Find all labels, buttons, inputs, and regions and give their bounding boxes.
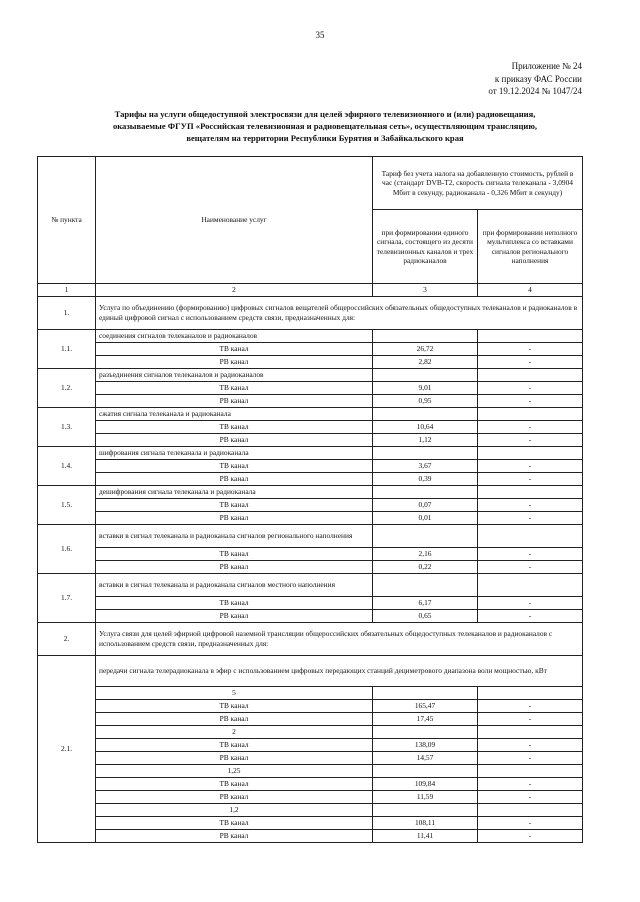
tv-channel-tariff: 3,67 — [373, 460, 478, 473]
tv-channel-tariff-partial: - — [478, 499, 583, 512]
group-row — [38, 525, 583, 548]
radio-channel-row — [38, 356, 583, 369]
tv-channel-tariff: 26,72 — [373, 343, 478, 356]
group-row — [38, 408, 583, 421]
group-blank-col4 — [478, 525, 583, 548]
tv-channel-row — [38, 421, 583, 434]
radio-channel-row — [38, 561, 583, 574]
radio-channel-tariff-partial: - — [478, 356, 583, 369]
radio-channel-label: РВ канал — [96, 830, 373, 843]
radio-channel-tariff: 0,22 — [373, 561, 478, 574]
radio-channel-tariff-partial: - — [478, 473, 583, 486]
page-number: 35 — [315, 30, 325, 40]
tv-channel-label: ТВ канал — [96, 499, 373, 512]
header-tariff: Тариф без учета налога на добавленную стоимость, рублей в час (стандарт DVB-T2, скорость сигнала телеканала - 3,0904 Мбит в секунду, радиоканала - 0,326 Мбит в секунду) — [373, 157, 583, 210]
radio-channel-label: РВ канал — [96, 395, 373, 408]
radio-channel-tariff-partial: - — [478, 434, 583, 447]
tv-channel-tariff-partial: - — [478, 700, 583, 713]
radio-channel-label: РВ канал — [96, 713, 373, 726]
group-num: 1.1. — [38, 330, 96, 369]
radio-channel-label: РВ канал — [96, 356, 373, 369]
tv-channel-tariff-partial: - — [478, 548, 583, 561]
tv-channel-label: ТВ канал — [96, 548, 373, 561]
appendix-reference — [488, 60, 582, 98]
group-num: 1.3. — [38, 408, 96, 447]
tv-channel-label: ТВ канал — [96, 421, 373, 434]
group-blank-col4 — [478, 369, 583, 382]
subsection-2-1-num: 2.1. — [38, 656, 96, 843]
power-blank-col4 — [478, 687, 583, 700]
tv-channel-tariff: 9,01 — [373, 382, 478, 395]
power-blank-col4 — [478, 804, 583, 817]
radio-channel-row — [38, 713, 583, 726]
tv-channel-tariff-partial: - — [478, 739, 583, 752]
group-blank-col3 — [373, 408, 478, 421]
power-blank-col3 — [373, 687, 478, 700]
radio-channel-tariff: 0,65 — [373, 610, 478, 623]
power-value: 2 — [96, 726, 373, 739]
power-blank-col4 — [478, 765, 583, 778]
tv-channel-tariff-partial: - — [478, 817, 583, 830]
tv-channel-row — [38, 460, 583, 473]
group-blank-col3 — [373, 330, 478, 343]
radio-channel-tariff-partial: - — [478, 610, 583, 623]
radio-channel-label: РВ канал — [96, 473, 373, 486]
subsection-2-1-row — [38, 656, 583, 687]
tv-channel-row — [38, 597, 583, 610]
radio-channel-tariff-partial: - — [478, 512, 583, 525]
group-num: 1.6. — [38, 525, 96, 574]
group-name: соединения сигналов телеканалов и радиоканалов — [96, 330, 373, 343]
radio-channel-tariff: 11,41 — [373, 830, 478, 843]
radio-channel-label: РВ канал — [96, 561, 373, 574]
radio-channel-label: РВ канал — [96, 610, 373, 623]
tv-channel-tariff-partial: - — [478, 421, 583, 434]
group-blank-col4 — [478, 408, 583, 421]
group-name: вставки в сигнал телеканала и радиоканала сигналов регионального наполнения — [96, 525, 373, 548]
tv-channel-tariff-partial: - — [478, 778, 583, 791]
radio-channel-tariff-partial: - — [478, 561, 583, 574]
radio-channel-row — [38, 791, 583, 804]
group-name: разъединения сигналов телеканалов и радиоканалов — [96, 369, 373, 382]
radio-channel-tariff-partial: - — [478, 752, 583, 765]
tv-channel-label: ТВ канал — [96, 597, 373, 610]
power-blank-col4 — [478, 726, 583, 739]
power-blank-col3 — [373, 765, 478, 778]
appendix-line-1: Приложение № 24 — [511, 61, 582, 71]
power-value: 1,25 — [96, 765, 373, 778]
radio-channel-tariff: 11,59 — [373, 791, 478, 804]
radio-channel-row — [38, 610, 583, 623]
tv-channel-tariff-partial: - — [478, 460, 583, 473]
group-row — [38, 330, 583, 343]
header-n4: 4 — [478, 284, 583, 297]
tv-channel-tariff: 0,07 — [373, 499, 478, 512]
radio-channel-label: РВ канал — [96, 512, 373, 525]
tv-channel-tariff: 165,47 — [373, 700, 478, 713]
tv-channel-label: ТВ канал — [96, 700, 373, 713]
tv-channel-tariff: 6,17 — [373, 597, 478, 610]
radio-channel-row — [38, 434, 583, 447]
radio-channel-tariff: 0,95 — [373, 395, 478, 408]
radio-channel-tariff: 0,01 — [373, 512, 478, 525]
header-name: Наименование услуг — [96, 157, 373, 284]
power-row — [38, 765, 583, 778]
group-name: шифрования сигнала телеканала и радиоканала — [96, 447, 373, 460]
header-col4: при формировании неполного мультиплекса со вставками сигналов регионального наполнения — [478, 210, 583, 284]
power-row — [38, 726, 583, 739]
tv-channel-label: ТВ канал — [96, 382, 373, 395]
section-1-row — [38, 297, 583, 330]
section-2-num: 2. — [38, 623, 96, 656]
header-n2: 2 — [96, 284, 373, 297]
tv-channel-label: ТВ канал — [96, 739, 373, 752]
tv-channel-tariff: 108,11 — [373, 817, 478, 830]
tv-channel-row — [38, 499, 583, 512]
tv-channel-tariff: 138,09 — [373, 739, 478, 752]
tv-channel-label: ТВ канал — [96, 460, 373, 473]
radio-channel-label: РВ канал — [96, 434, 373, 447]
radio-channel-row — [38, 473, 583, 486]
section-2-row — [38, 623, 583, 656]
header-numbering-row — [38, 284, 583, 297]
group-name: дешифрования сигнала телеканала и радиоканала — [96, 486, 373, 499]
power-value: 1,2 — [96, 804, 373, 817]
group-row — [38, 486, 583, 499]
title-line-3: вещателям на территории Республики Бурятия и Забайкальского края — [186, 133, 464, 143]
radio-channel-tariff: 14,57 — [373, 752, 478, 765]
tv-channel-row — [38, 700, 583, 713]
section-1-num: 1. — [38, 297, 96, 330]
radio-channel-row — [38, 512, 583, 525]
tv-channel-tariff: 109,84 — [373, 778, 478, 791]
tv-channel-label: ТВ канал — [96, 817, 373, 830]
group-blank-col3 — [373, 574, 478, 597]
group-row — [38, 447, 583, 460]
radio-channel-row — [38, 752, 583, 765]
tariff-table — [37, 156, 583, 843]
radio-channel-tariff-partial: - — [478, 830, 583, 843]
tv-channel-tariff: 2,16 — [373, 548, 478, 561]
radio-channel-tariff: 1,12 — [373, 434, 478, 447]
radio-channel-tariff: 17,45 — [373, 713, 478, 726]
tv-channel-row — [38, 817, 583, 830]
header-num: № пункта — [38, 157, 96, 284]
group-num: 1.2. — [38, 369, 96, 408]
group-blank-col3 — [373, 525, 478, 548]
group-num: 1.7. — [38, 574, 96, 623]
power-value: 5 — [96, 687, 373, 700]
header-row-1 — [38, 157, 583, 210]
power-row — [38, 804, 583, 817]
header-n1: 1 — [38, 284, 96, 297]
radio-channel-label: РВ канал — [96, 791, 373, 804]
radio-channel-tariff: 0,39 — [373, 473, 478, 486]
power-row — [38, 687, 583, 700]
subsection-2-1-text: передачи сигнала телерадиоканала в эфир с использованием цифровых передающих станций дециметрового диапазона волн мощностью, кВт — [96, 656, 583, 687]
title-line-1: Тарифы на услуги общедоступной электросвязи для целей эфирного телевизионного и (или) радиовещания, — [114, 109, 536, 119]
document-title — [70, 108, 580, 144]
group-blank-col3 — [373, 486, 478, 499]
group-num: 1.5. — [38, 486, 96, 525]
group-blank-col3 — [373, 447, 478, 460]
group-blank-col4 — [478, 447, 583, 460]
radio-channel-label: РВ канал — [96, 752, 373, 765]
tv-channel-label: ТВ канал — [96, 778, 373, 791]
tv-channel-row — [38, 739, 583, 752]
tv-channel-row — [38, 343, 583, 356]
group-blank-col3 — [373, 369, 478, 382]
group-blank-col4 — [478, 330, 583, 343]
header-n3: 3 — [373, 284, 478, 297]
tv-channel-tariff: 10,64 — [373, 421, 478, 434]
group-row — [38, 574, 583, 597]
appendix-line-2: к приказу ФАС России — [494, 73, 582, 84]
power-blank-col3 — [373, 804, 478, 817]
tv-channel-tariff-partial: - — [478, 382, 583, 395]
radio-channel-tariff: 2,82 — [373, 356, 478, 369]
tv-channel-label: ТВ канал — [96, 343, 373, 356]
tv-channel-row — [38, 548, 583, 561]
tv-channel-tariff-partial: - — [478, 343, 583, 356]
group-name: сжатия сигнала телеканала и радиоканала — [96, 408, 373, 421]
section-2-text: Услуга связи для целей эфирной цифровой наземной трансляции общероссийских обязательных общедоступных телеканалов и радиоканалов с использованием средств связи, предназначенных для: — [96, 623, 583, 656]
title-line-2: оказываемые ФГУП «Российская телевизионная и радиовещательная сеть», осуществляющим трансляцию, — [112, 121, 538, 131]
section-1-text: Услуга по объединению (формированию) цифровых сигналов вещателей общероссийских обязательных общедоступных телеканалов и радиоканалов в единый цифровой сигнал с использованием средств связи, предназначенных для: — [96, 297, 583, 330]
group-row — [38, 369, 583, 382]
radio-channel-tariff-partial: - — [478, 791, 583, 804]
power-blank-col3 — [373, 726, 478, 739]
appendix-line-3: от 19.12.2024 № 1047/24 — [488, 86, 582, 96]
tv-channel-row — [38, 778, 583, 791]
radio-channel-row — [38, 830, 583, 843]
tv-channel-row — [38, 382, 583, 395]
group-blank-col4 — [478, 574, 583, 597]
header-col3: при формировании единого сигнала, состоящего из десяти телевизионных каналов и трех радиоканалов — [373, 210, 478, 284]
radio-channel-row — [38, 395, 583, 408]
group-blank-col4 — [478, 486, 583, 499]
group-name: вставки в сигнал телеканала и радиоканала сигналов местного наполнения — [96, 574, 373, 597]
radio-channel-tariff-partial: - — [478, 713, 583, 726]
tv-channel-tariff-partial: - — [478, 597, 583, 610]
radio-channel-tariff-partial: - — [478, 395, 583, 408]
group-num: 1.4. — [38, 447, 96, 486]
